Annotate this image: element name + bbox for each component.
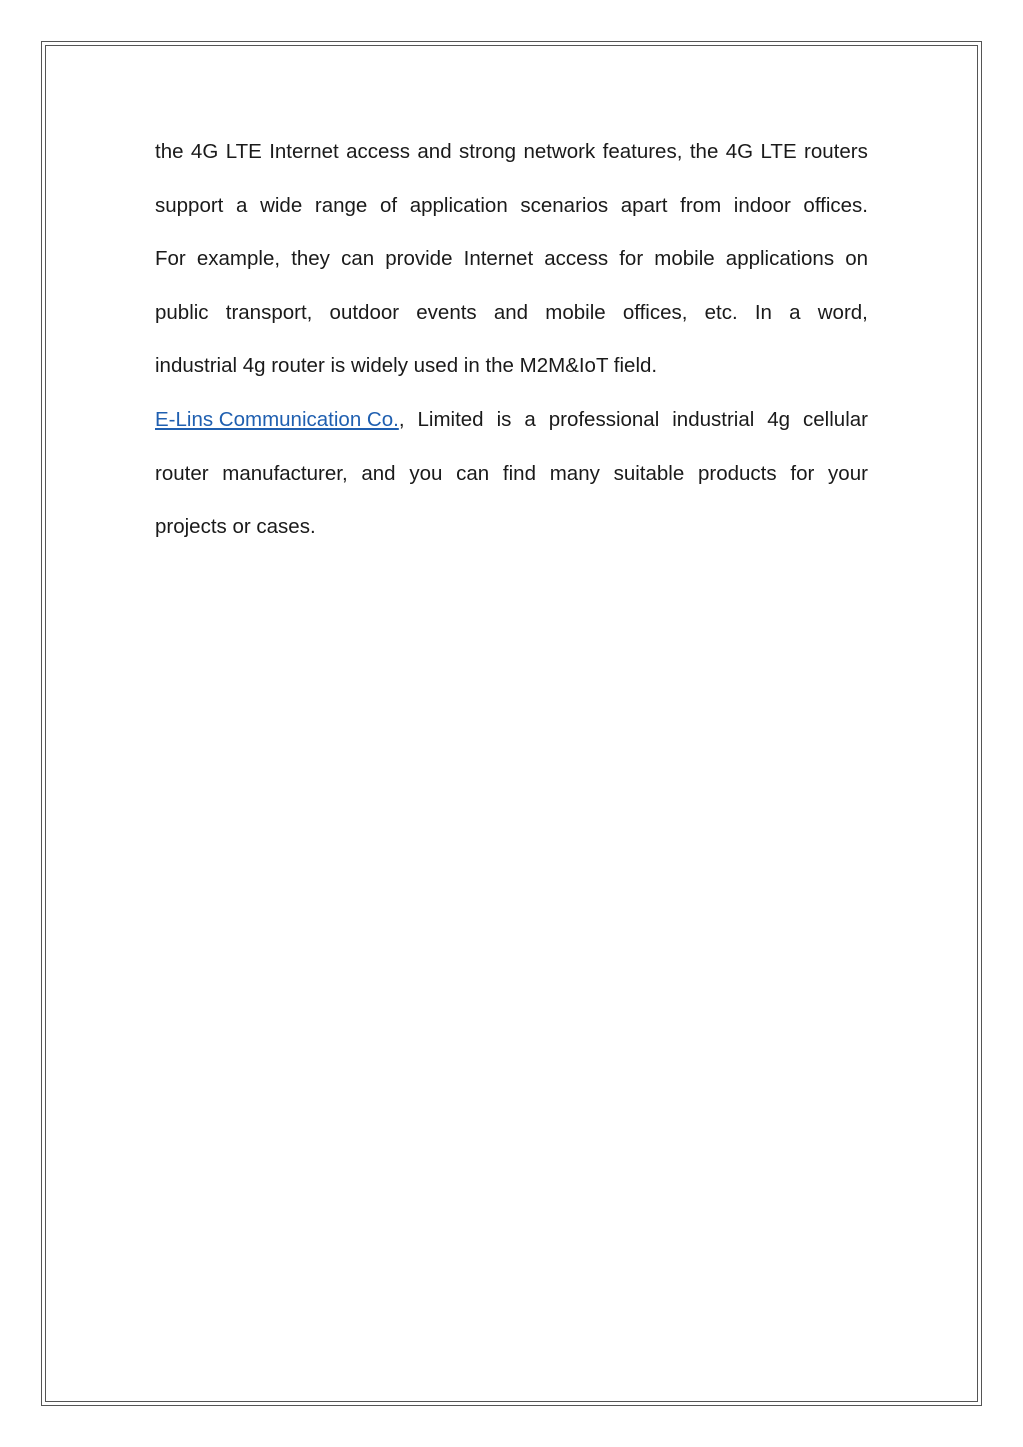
paragraph-line: projects or cases. bbox=[155, 515, 316, 539]
document-body bbox=[155, 125, 868, 554]
company-link[interactable]: E-Lins Communication Co. bbox=[155, 407, 399, 431]
paragraph-line: industrial 4g router is widely used in the M2M&IoT field. bbox=[155, 354, 658, 378]
paragraph-2 bbox=[155, 393, 868, 554]
paragraph-1 bbox=[155, 125, 868, 393]
paragraph-line: For example, they can provide Internet access for mobile applications on bbox=[155, 247, 868, 271]
paragraph-line: public transport, outdoor events and mobile offices, etc. In a word, bbox=[155, 300, 868, 324]
paragraph-line: router manufacturer, and you can find many suitable products for your bbox=[155, 461, 868, 485]
paragraph-line: the 4G LTE Internet access and strong network features, the 4G LTE routers bbox=[155, 140, 868, 163]
paragraph-line: support a wide range of application scenarios apart from indoor offices. bbox=[155, 193, 868, 217]
paragraph-line: E-Lins Communication Co., Limited is a professional industrial 4g cellular bbox=[155, 407, 868, 431]
